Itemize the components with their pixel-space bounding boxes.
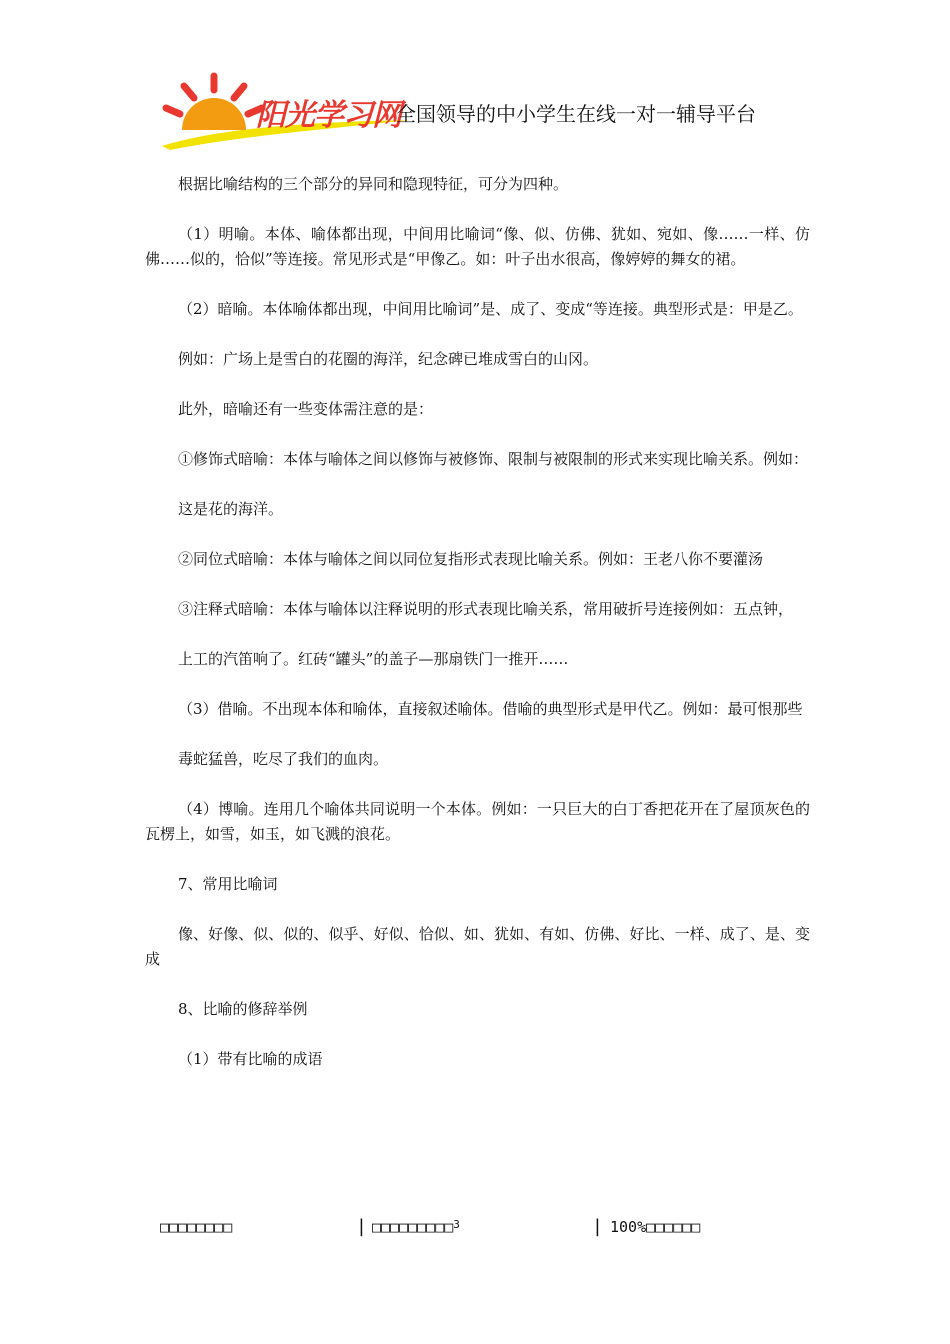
paragraph: 上工的汽笛响了。红砖“罐头”的盖子—那扇铁门一推开…… <box>178 650 569 668</box>
paragraph: 毒蛇猛兽，吃尽了我们的血肉。 <box>178 750 389 768</box>
logo-text: 阳光学习网 <box>256 98 401 133</box>
document-body <box>145 172 810 1097</box>
paragraph: ③注释式暗喻：本体与喻体以注释说明的形式表现比喻关系，常用破折号连接例如：五点钟， <box>178 600 794 618</box>
section-heading: 8、比喻的修辞举例 <box>178 1000 308 1018</box>
site-logo <box>160 70 420 150</box>
footer-right-text: 100%□□□□□□ <box>610 1218 701 1236</box>
paragraph: 像、好像、似、似的、似乎、好似、恰似、如、犹如、有如、仿佛、好比、一样、成了、是、变成 <box>145 925 810 968</box>
footer-middle-label: □□□□□□□□□ <box>372 1218 454 1236</box>
footer-separator: | <box>592 1216 603 1237</box>
paragraph: ②同位式暗喻：本体与喻体之间以同位复指形式表现比喻关系。例如：王老八你不要灌汤 <box>178 550 764 568</box>
paragraph: ①修饰式暗喻：本体与喻体之间以修饰与被修饰、限制与被限制的形式来实现比喻关系。例如： <box>178 450 809 468</box>
footer-left-text: □□□□□□□□ <box>160 1218 233 1236</box>
paragraph: （2）暗喻。本体喻体都出现，中间用比喻词”是、成了、变成“等连接。典型形式是：甲是乙。 <box>178 300 803 318</box>
paragraph: 根据比喻结构的三个部分的异同和隐现特征，可分为四种。 <box>178 175 569 193</box>
paragraph: 这是花的海洋。 <box>178 500 284 518</box>
footer-middle-text <box>372 1218 460 1236</box>
paragraph: 此外，暗喻还有一些变体需注意的是： <box>178 400 434 418</box>
paragraph: （4）博喻。连用几个喻体共同说明一个本体。例如：一只巨大的白丁香把花开在了屋顶灰色的瓦楞上，如雪，如玉，如飞溅的浪花。 <box>145 800 810 843</box>
footer-separator: | <box>356 1216 367 1237</box>
page-number: 3 <box>453 1218 460 1231</box>
header-tagline: 全国领导的中小学生在线一对一辅导平台 <box>396 102 756 126</box>
paragraph: （1）明喻。本体、喻体都出现，中间用比喻词“像、似、仿佛、犹如、宛如、像……一样、仿佛……似的，恰似”等连接。常见形式是“甲像乙。如：叶子出水很高，像婷婷的舞女的裙。 <box>145 225 810 268</box>
page-header <box>160 70 820 150</box>
paragraph: 例如：广场上是雪白的花圈的海洋，纪念碑已堆成雪白的山冈。 <box>178 350 599 368</box>
page-footer <box>160 1218 800 1244</box>
paragraph: （3）借喻。不出现本体和喻体，直接叙述喻体。借喻的典型形式是甲代乙。例如：最可恨那些 <box>178 700 803 718</box>
paragraph: （1）带有比喻的成语 <box>178 1050 323 1068</box>
section-heading: 7、常用比喻词 <box>178 875 278 893</box>
